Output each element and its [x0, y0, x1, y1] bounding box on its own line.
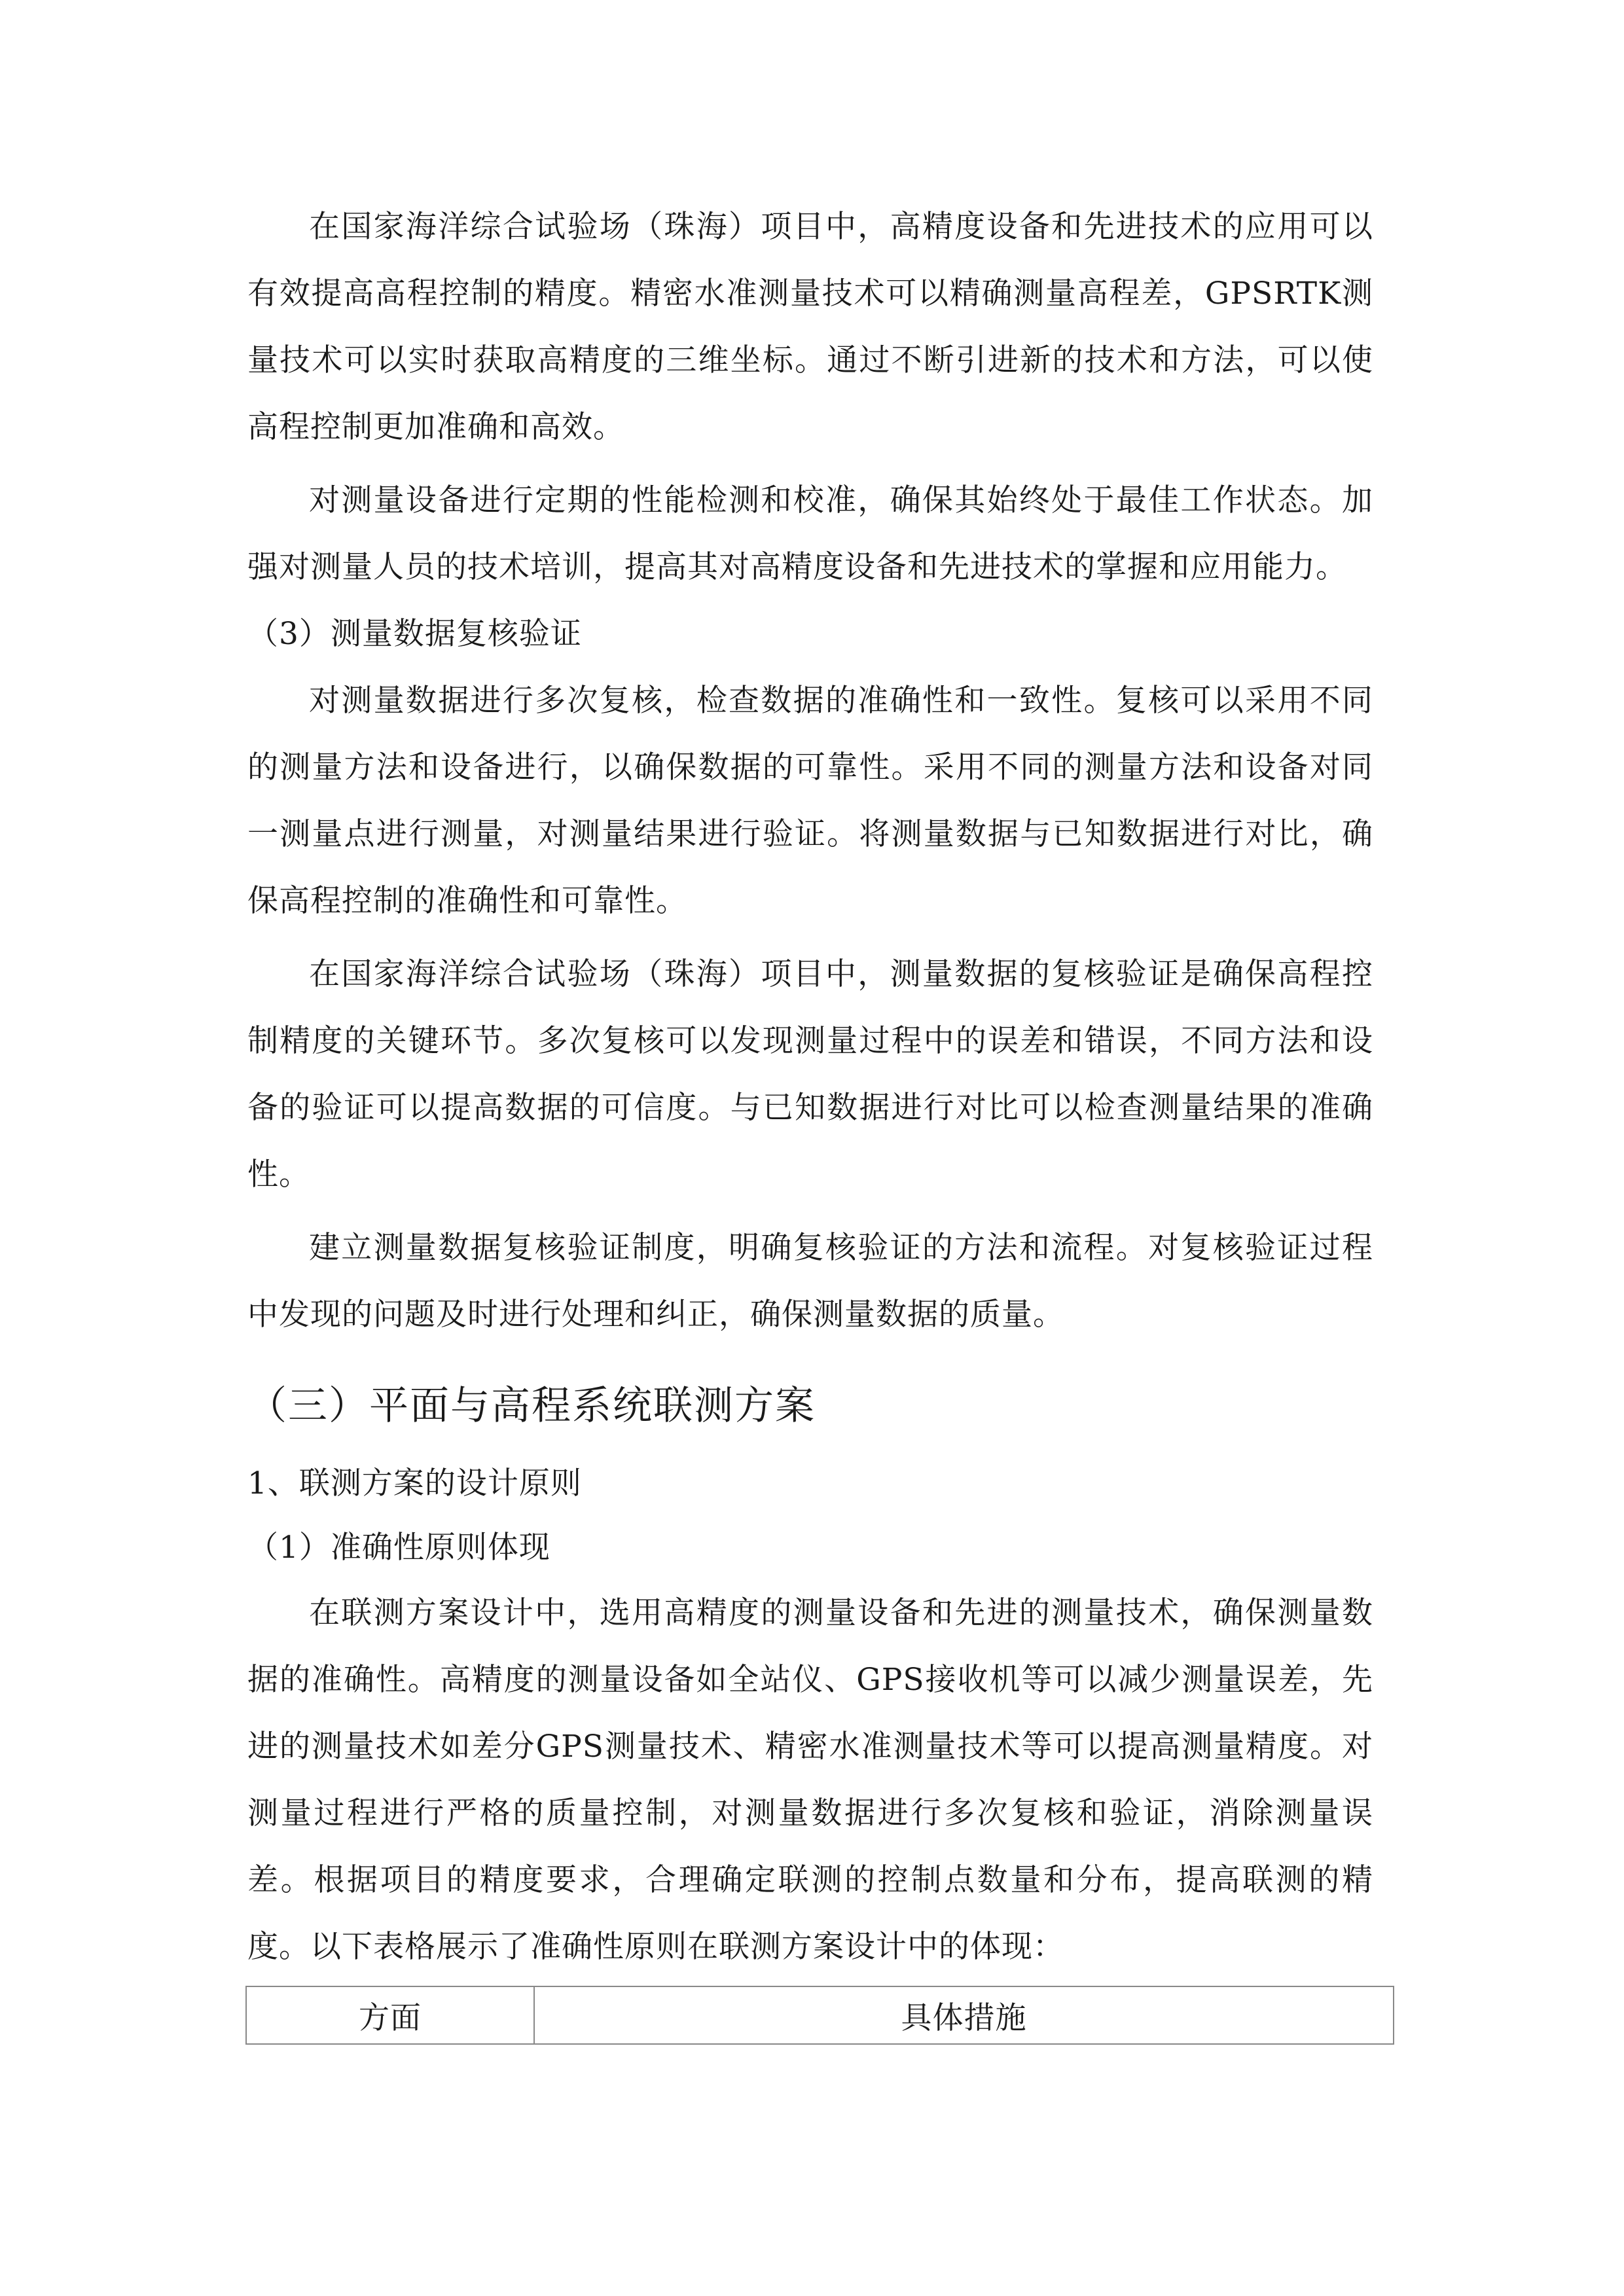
subheading-accuracy-principle: （1）准确性原则体现: [247, 1530, 550, 1566]
accuracy-measures-table: [245, 1986, 1394, 2045]
paragraph-multiple-review: 对测量数据进行多次复核，检查数据的准确性和一致性。复核可以采用不同的测量方法和设备进行，以确保数据的可靠性。采用不同的测量方法和设备对同一测量点进行测量，对测量结果进行验证。将测量数据与已知数据进行对比，确保高程控制的准确性和可靠性。: [247, 683, 1373, 919]
section-title: （三）平面与高程系统联测方案: [247, 1383, 816, 1429]
paragraph-verification-key-link: 在国家海洋综合试验场（珠海）项目中，测量数据的复核验证是确保高程控制精度的关键环节。多次复核可以发现测量过程中的误差和错误，不同方法和设备的验证可以提高数据的可信度。与已知数据进行对比可以检查测量结果的准确性。: [247, 956, 1373, 1193]
numbered-heading-design-principles: 1、联测方案的设计原则: [247, 1465, 582, 1501]
paragraph-high-precision-equipment: 在国家海洋综合试验场（珠海）项目中，高精度设备和先进技术的应用可以有效提高高程控制的精度。精密水准测量技术可以精确测量高程差，GPSRTK测量技术可以实时获取高精度的三维坐标。通过不断引进新的技术和方法，可以使高程控制更加准确和高效。: [247, 209, 1373, 445]
table-header-measures: 具体措施: [534, 1986, 1394, 2044]
paragraph-equipment-calibration: 对测量设备进行定期的性能检测和校准，确保其始终处于最佳工作状态。加强对测量人员的技术培训，提高其对高精度设备和先进技术的掌握和应用能力。: [247, 482, 1373, 585]
paragraph-accuracy-principle: 在联测方案设计中，选用高精度的测量设备和先进的测量技术，确保测量数据的准确性。高精度的测量设备如全站仪、GPS接收机等可以减少测量误差，先进的测量技术如差分GPS测量技术、精密水准测量技术等可以提高测量精度。对测量过程进行严格的质量控制，对测量数据进行多次复核和验证，消除测量误差。根据项目的精度要求，合理确定联测的控制点数量和分布，提高联测的精度。以下表格展示了准确性原则在联测方案设计中的体现：: [247, 1595, 1373, 1965]
table-header-aspect: 方面: [246, 1986, 534, 2044]
subheading-data-verification: （3）测量数据复核验证: [247, 616, 582, 652]
paragraph-verification-system: 建立测量数据复核验证制度，明确复核验证的方法和流程。对复核验证过程中发现的问题及时进行处理和纠正，确保测量数据的质量。: [247, 1230, 1373, 1333]
table-header-row: [246, 1986, 1394, 2044]
document-body: [247, 194, 1373, 1981]
